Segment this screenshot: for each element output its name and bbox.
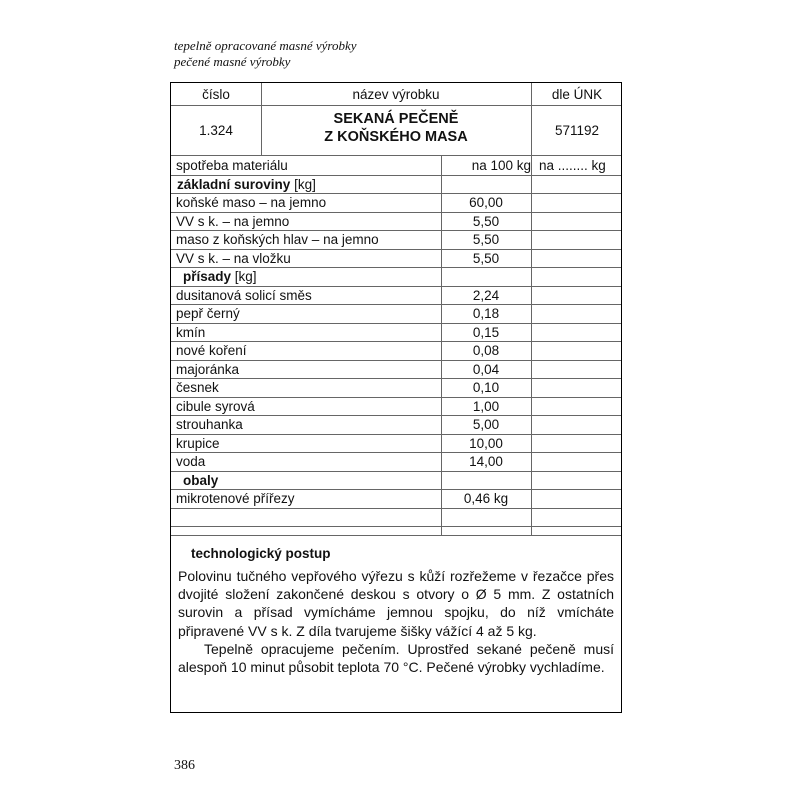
divider [171, 526, 621, 527]
running-header-category: tepelně opracované masné výrobky [174, 38, 357, 53]
additive-name: nové koření [176, 343, 247, 358]
unk-code: 571192 [554, 123, 600, 138]
divider [171, 471, 621, 472]
additive-name: majoránka [176, 362, 240, 377]
additive-name: česnek [176, 380, 219, 395]
per-100kg-header: na 100 kg [471, 158, 531, 173]
additive-name: voda [176, 454, 206, 469]
additive-name: dusitanová solicí směs [176, 288, 312, 303]
procedure-paragraph: Polovinu tučného vepřového výřezu s kůží rozřežeme v řezačce přes dvojité složení zakončené deskou s otvory o Ø 5 mm. Z ostatních surovin a přísad vymícháme jemnou spojku, do níž vmícháte připravené VV s k. Z díla tvarujeme šišky vážící 4 až 5 kg. [178, 568, 614, 639]
divider [171, 105, 621, 106]
procedure-paragraph: Tepelně opracujeme pečením. Uprostřed sekané pečeně musí alespoň 10 minut působit teplota 70 °C. Pečené výrobky vychladíme. [178, 640, 614, 676]
product-name-line2: Z KOŇSKÉHO MASA [324, 129, 468, 145]
divider [171, 508, 621, 509]
ingredient-name: koňské maso – na jemno [176, 195, 327, 210]
ingredient-name: VV s k. – na vložku [176, 251, 291, 266]
divider [171, 360, 621, 361]
procedure-title: technologický postup [191, 546, 331, 561]
section-title: přísady [183, 269, 232, 284]
additive-qty: 0,10 [472, 380, 500, 395]
additive-qty: 2,24 [472, 288, 500, 303]
divider [171, 155, 621, 156]
column-header-product-name: název výrobku [352, 87, 440, 102]
additive-name: strouhanka [176, 417, 243, 432]
section-title: základní suroviny [177, 177, 291, 192]
divider [171, 286, 621, 287]
divider [171, 535, 621, 536]
divider [171, 249, 621, 250]
divider [171, 341, 621, 342]
ingredient-qty: 5,50 [472, 214, 500, 229]
additive-qty: 0,04 [472, 362, 500, 377]
divider [171, 378, 621, 379]
column-header-number: číslo [202, 87, 230, 102]
additive-qty: 0,08 [472, 343, 500, 358]
divider [171, 230, 621, 231]
section-unit: [kg] [234, 269, 257, 284]
divider [171, 304, 621, 305]
additive-qty: 0,18 [472, 306, 500, 321]
divider [171, 415, 621, 416]
running-header-subcategory: pečené masné výrobky [174, 54, 291, 69]
divider [171, 489, 621, 490]
per-custom-header: na ........ kg [539, 158, 606, 173]
ingredient-qty: 5,50 [472, 232, 500, 247]
additive-qty: 0,15 [472, 325, 500, 340]
casing-qty: 0,46 kg [463, 491, 509, 506]
procedure-text [178, 567, 614, 676]
section-additives [183, 269, 257, 285]
divider [171, 212, 621, 213]
additive-qty: 5,00 [472, 417, 500, 432]
ingredient-name: VV s k. – na jemno [176, 214, 290, 229]
casing-name: mikrotenové přířezy [176, 491, 295, 506]
divider [171, 452, 621, 453]
additive-qty: 1,00 [472, 399, 500, 414]
ingredient-name: maso z koňských hlav – na jemno [176, 232, 379, 247]
consumption-label: spotřeba materiálu [176, 158, 288, 173]
divider [171, 193, 621, 194]
divider [171, 267, 621, 268]
additive-name: cibule syrová [176, 399, 255, 414]
divider [171, 434, 621, 435]
recipe-card [170, 82, 622, 713]
divider [171, 397, 621, 398]
divider [171, 175, 621, 176]
product-name-line1: SEKANÁ PEČENĚ [333, 111, 459, 127]
additive-qty: 10,00 [469, 436, 503, 451]
section-base-ingredients [177, 177, 316, 193]
section-casings: obaly [183, 473, 219, 488]
divider [171, 323, 621, 324]
ingredient-qty: 5,50 [472, 251, 500, 266]
additive-name: kmín [176, 325, 206, 340]
product-number: 1.324 [199, 123, 233, 138]
additive-name: pepř černý [176, 306, 240, 321]
ingredient-qty: 60,00 [469, 195, 503, 210]
additive-qty: 14,00 [469, 454, 503, 469]
page-number: 386 [174, 758, 195, 773]
additive-name: krupice [176, 436, 220, 451]
section-unit: [kg] [294, 177, 316, 192]
column-header-unk: dle ÚNK [551, 87, 603, 102]
